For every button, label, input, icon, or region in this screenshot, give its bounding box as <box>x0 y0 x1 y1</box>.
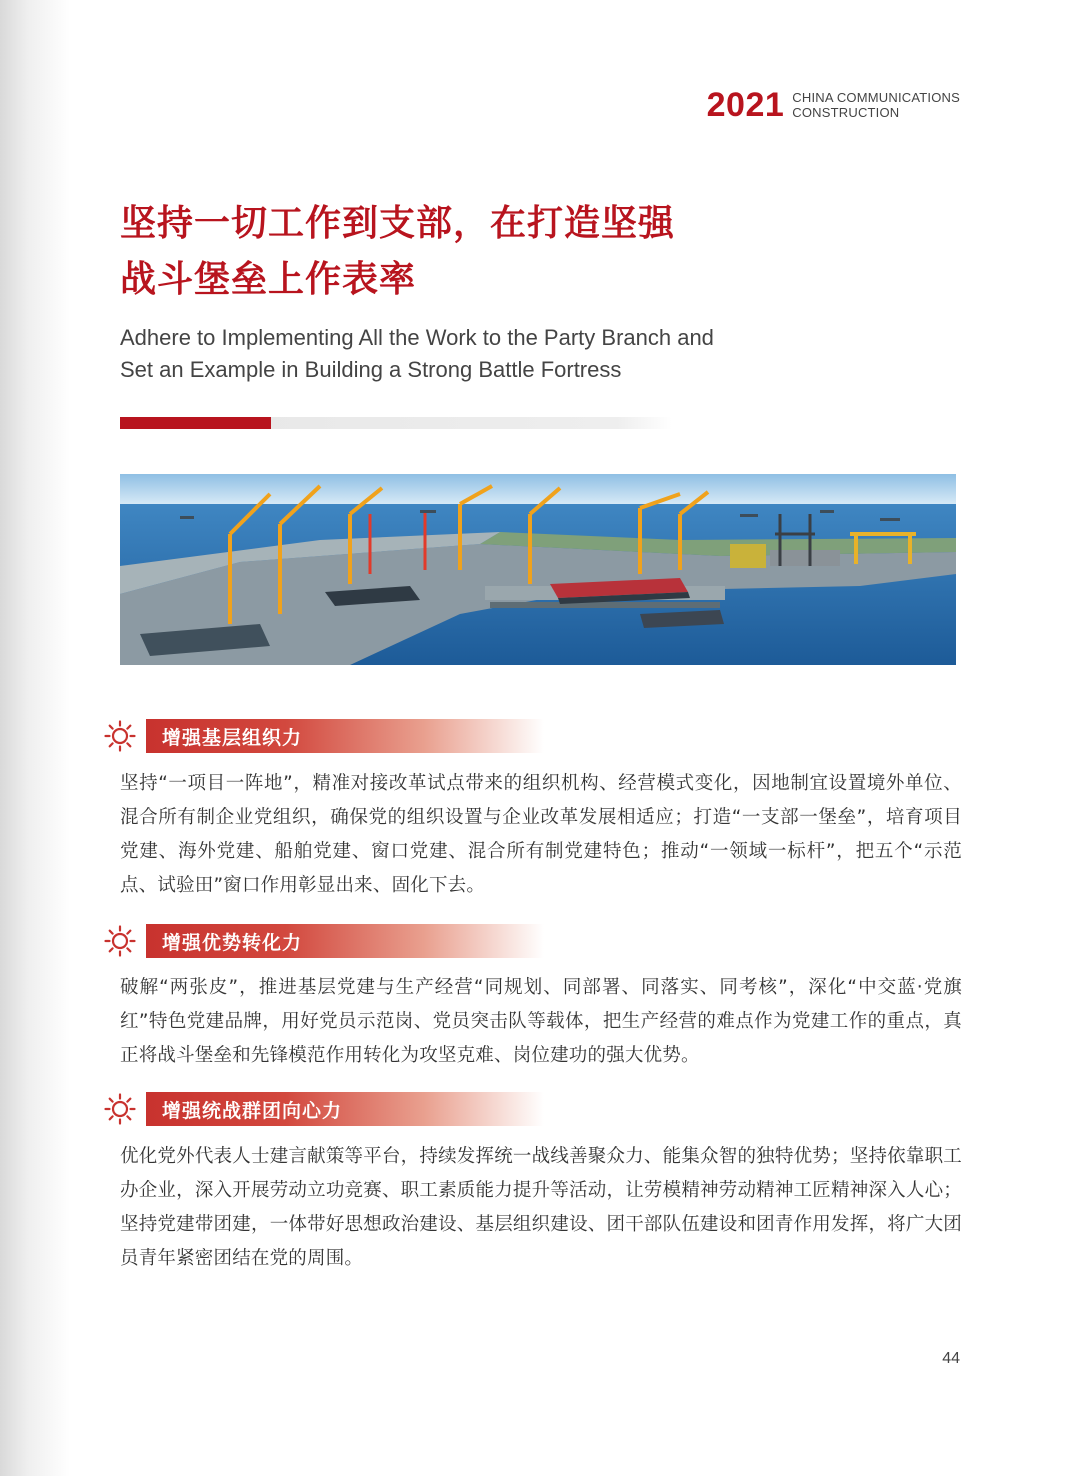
sun-icon <box>104 720 136 752</box>
title-divider-accent <box>120 417 271 429</box>
report-year: 2021 <box>706 86 785 124</box>
section-body-united-front: 优化党外代表人士建言献策等平台，持续发挥统一战线善聚众力、能集众智的独特优势；坚持依靠职工办企业，深入开展劳动立功竞赛、职工素质能力提升等活动，让劳模精神劳动精神工匠精神深入人心；坚持党建带团建，一体带好思想政治建设、基层组织建设、团干部队伍建设和团青作用发挥，将广大团员青年紧密团结在党的周围。 <box>120 1146 962 1269</box>
section-body-grassroots: 坚持“一项目一阵地”，精准对接改革试点带来的组织机构、经营模式变化，因地制宜设置境外单位、混合所有制企业党组织，确保党的组织设置与企业改革发展相适应；打造“一支部一堡垒”，培育项目党建、海外党建、船舶党建、窗口党建、混合所有制党建特色；推动“一领域一标杆”，把五个“示范点、试验田”窗口作用彰显出来、固化下去。 <box>120 773 962 896</box>
sun-icon <box>104 1093 136 1125</box>
page-title-english <box>120 322 800 386</box>
report-header <box>707 86 960 124</box>
title-divider <box>120 417 672 429</box>
page-spine-shadow <box>0 0 70 1476</box>
section-body-advantage: 破解“两张皮”，推进基层党建与生产经营“同规划、同部署、同落实、同考核”，深化“中交蓝·党旗红”特色党建品牌，用好党员示范岗、党员突击队等载体，把生产经营的难点作为党建工作的重点，真正将战斗堡垒和先锋模范作用转化为攻坚克难、岗位建功的强大优势。 <box>120 977 962 1066</box>
section-heading-bar <box>146 719 544 753</box>
page-title-english-line1: Adhere to Implementing All the Work to the Party Branch and <box>120 325 714 350</box>
page-title-chinese-line1: 坚持一切工作到支部，在打造坚强 <box>120 203 676 244</box>
company-name-line1: CHINA COMMUNICATIONS <box>792 90 960 105</box>
company-name-line2: CONSTRUCTION <box>792 105 900 120</box>
sun-icon <box>104 925 136 957</box>
page-title-english-line2: Set an Example in Building a Strong Battle Fortress <box>120 357 622 382</box>
company-name <box>792 90 960 120</box>
section-heading-text: 增强基层组织力 <box>162 726 303 749</box>
page-title-chinese <box>120 196 740 308</box>
section-heading-grassroots <box>104 719 544 753</box>
shipyard-photo <box>120 474 956 665</box>
section-heading-text: 增强统战群团向心力 <box>162 1099 343 1122</box>
page-title-chinese-line2: 战斗堡垒上作表率 <box>120 259 417 300</box>
section-heading-advantage <box>104 924 544 958</box>
section-heading-text: 增强优势转化力 <box>162 931 303 954</box>
page-number: 44 <box>942 1350 960 1367</box>
section-heading-bar <box>146 1092 544 1126</box>
section-heading-united-front <box>104 1092 544 1126</box>
section-heading-bar <box>146 924 544 958</box>
